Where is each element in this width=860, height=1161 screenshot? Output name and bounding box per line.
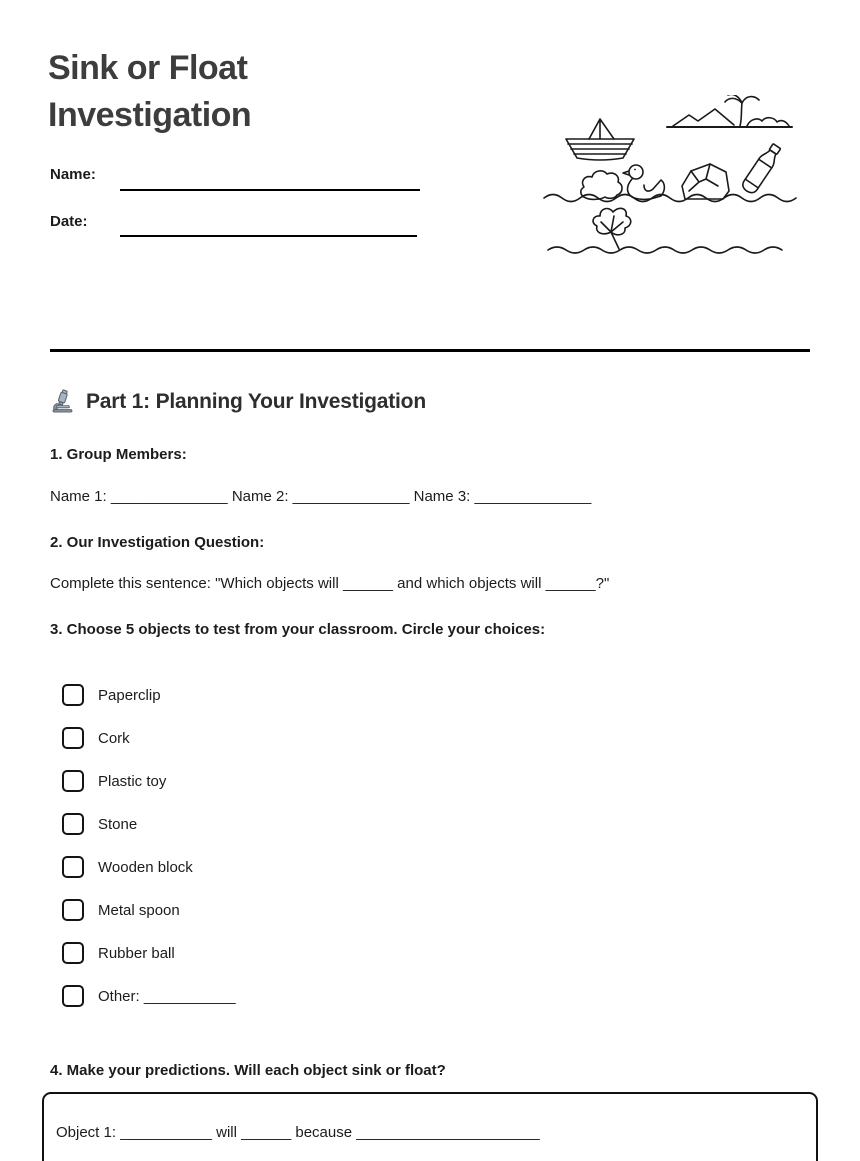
page-title xyxy=(48,45,251,139)
leaf-icon xyxy=(593,208,631,249)
page-title-line2: Investigation xyxy=(48,96,252,134)
checkbox-other[interactable] xyxy=(62,985,84,1007)
q1-label: 1. Group Members: xyxy=(50,446,187,463)
object-label: Cork xyxy=(98,729,130,747)
q2-label: 2. Our Investigation Question: xyxy=(50,534,265,551)
list-item xyxy=(62,813,236,835)
list-item xyxy=(62,856,236,878)
checkbox-plastic-toy[interactable] xyxy=(62,770,84,792)
object-label: Stone xyxy=(98,815,138,833)
name-label: Name: xyxy=(50,166,96,183)
checkbox-cork[interactable] xyxy=(62,727,84,749)
date-label: Date: xyxy=(50,213,88,230)
checkbox-rubber-ball[interactable] xyxy=(62,942,84,964)
object-label: Plastic toy xyxy=(98,772,167,790)
list-item xyxy=(62,899,236,921)
sink-float-illustration xyxy=(540,95,802,261)
object-label: Wooden block xyxy=(98,858,193,876)
checkbox-stone[interactable] xyxy=(62,813,84,835)
part1-heading-text: Part 1: Planning Your Investigation xyxy=(86,390,426,413)
object-label: Paperclip xyxy=(98,686,161,704)
list-item xyxy=(62,684,236,706)
part1-heading xyxy=(50,389,426,415)
page-title-line1: Sink or Float xyxy=(48,49,248,87)
list-item xyxy=(62,985,236,1007)
date-blank-line xyxy=(120,235,417,237)
q1-names-line: Name 1: ______________ Name 2: ______________ Name 3: ______________ xyxy=(50,488,592,505)
rock-icon xyxy=(682,164,729,199)
section-divider xyxy=(50,349,810,352)
q4-label: 4. Make your predictions. Will each object sink or float? xyxy=(50,1062,446,1079)
list-item xyxy=(62,727,236,749)
wave-line-2 xyxy=(548,247,782,253)
q2-sentence-line: Complete this sentence: "Which objects will ______ and which objects will ______?" xyxy=(50,575,610,592)
prediction-line-1: Object 1: ___________ will ______ because ______________________ xyxy=(56,1124,540,1141)
object-choice-list xyxy=(62,684,236,1028)
plastic-bottle-icon xyxy=(740,142,783,195)
object-label: Other: ___________ xyxy=(98,987,236,1005)
list-item xyxy=(62,942,236,964)
microscope-icon xyxy=(50,389,75,415)
name-blank-line xyxy=(120,189,420,191)
checkbox-paperclip[interactable] xyxy=(62,684,84,706)
list-item xyxy=(62,770,236,792)
checkbox-metal-spoon[interactable] xyxy=(62,899,84,921)
island-palm-icon xyxy=(667,95,792,127)
q3-label: 3. Choose 5 objects to test from your classroom. Circle your choices: xyxy=(50,621,546,638)
paper-boat-icon xyxy=(566,119,634,160)
checkbox-wooden-block[interactable] xyxy=(62,856,84,878)
object-label: Metal spoon xyxy=(98,901,180,919)
predictions-box xyxy=(42,1092,818,1161)
object-label: Rubber ball xyxy=(98,944,175,962)
